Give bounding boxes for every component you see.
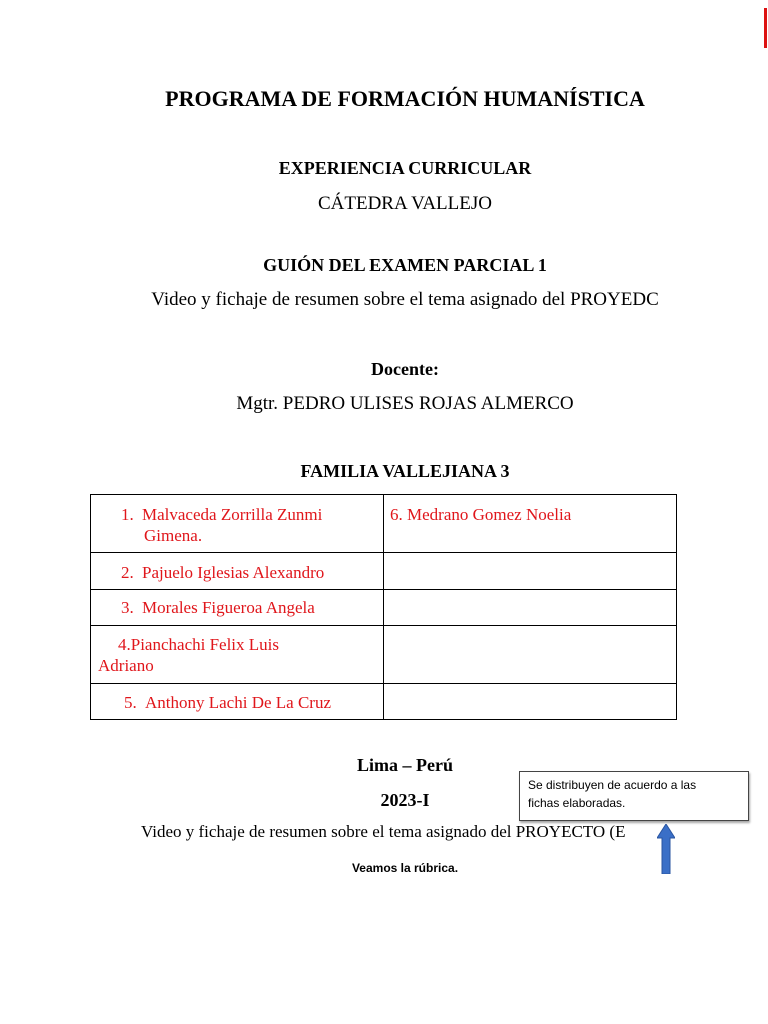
callout-line: Se distribuyen de acuerdo a las xyxy=(528,778,697,792)
footer-note: Video y fichaje de resumen sobre el tema asignado del PROYECTO (E xyxy=(141,822,626,841)
member-cell xyxy=(91,495,384,553)
member-name: 6. Medrano Gomez Noelia xyxy=(390,505,572,524)
program-title: PROGRAMA DE FORMACIÓN HUMANÍSTICA xyxy=(165,86,645,111)
member-cell xyxy=(384,495,677,553)
exam-subtitle: Video y fichaje de resumen sobre el tema asignado del PROYEDC xyxy=(151,289,659,310)
teacher-label: Docente: xyxy=(371,359,439,379)
empty-cell xyxy=(384,684,677,720)
member-number: 3. xyxy=(121,598,134,617)
teacher-name: Mgtr. PEDRO ULISES ROJAS ALMERCO xyxy=(236,393,574,414)
member-cell xyxy=(91,684,384,720)
year-line: 2023-I xyxy=(380,790,430,810)
members-table xyxy=(90,494,677,720)
empty-cell xyxy=(384,553,677,590)
table-row xyxy=(91,684,677,720)
table-row xyxy=(91,590,677,626)
member-name: 4.Pianchachi Felix Luis xyxy=(118,635,280,654)
member-name: Malvaceda Zorrilla Zunmi xyxy=(142,505,323,524)
member-number: 1. xyxy=(121,505,134,524)
exam-heading: GUIÓN DEL EXAMEN PARCIAL 1 xyxy=(263,255,547,275)
callout-line: fichas elaboradas. xyxy=(528,796,626,810)
member-name-cont: Adriano xyxy=(98,656,154,675)
member-name: Anthony Lachi De La Cruz xyxy=(145,693,331,712)
course-name: CÁTEDRA VALLEJO xyxy=(317,193,492,214)
member-cell xyxy=(91,626,384,684)
place-line: Lima – Perú xyxy=(357,755,453,775)
member-name: Morales Figueroa Angela xyxy=(142,598,315,617)
member-name-cont: Gimena. xyxy=(144,526,203,545)
up-arrow-icon xyxy=(657,824,675,874)
table-row xyxy=(91,495,677,553)
page-edge-marker xyxy=(764,8,767,48)
member-number: 5. xyxy=(124,693,137,712)
empty-cell xyxy=(384,590,677,626)
member-cell xyxy=(91,553,384,590)
table-row xyxy=(91,626,677,684)
rubric-line: Veamos la rúbrica. xyxy=(351,861,459,875)
table-row xyxy=(91,553,677,590)
experience-heading: EXPERIENCIA CURRICULAR xyxy=(278,158,532,178)
member-name: Pajuelo Iglesias Alexandro xyxy=(142,563,325,582)
member-number: 2. xyxy=(121,563,134,582)
callout-box xyxy=(519,771,749,821)
family-title: FAMILIA VALLEJIANA 3 xyxy=(300,461,510,481)
empty-cell xyxy=(384,626,677,684)
member-cell xyxy=(91,590,384,626)
